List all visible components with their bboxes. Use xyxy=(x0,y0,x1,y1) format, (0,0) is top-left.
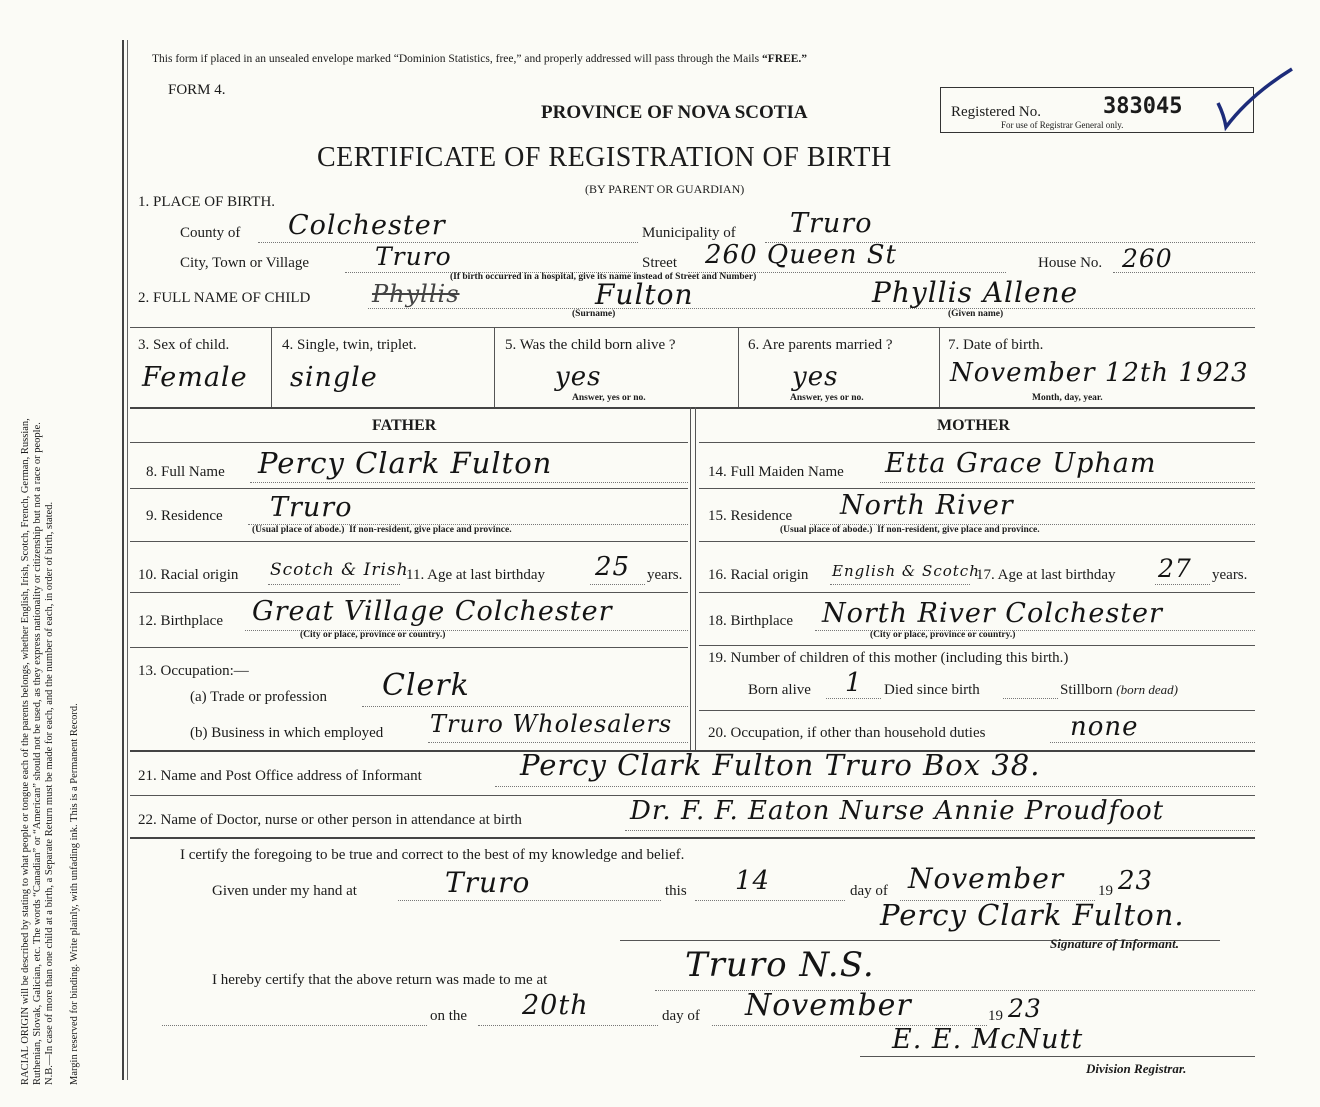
father-age-line xyxy=(590,584,645,585)
mother-name: Etta Grace Upham xyxy=(885,448,1157,479)
divider xyxy=(130,541,688,542)
checkmark-icon xyxy=(1210,65,1300,135)
mother-age: 27 xyxy=(1158,554,1192,583)
plurality-label: 4. Single, twin, triplet. xyxy=(282,337,417,353)
binding-margin-line xyxy=(122,40,124,1080)
mother-residence-label: 15. Residence xyxy=(708,508,793,524)
mother-racial: English & Scotch xyxy=(832,562,980,580)
child-surname: Fulton xyxy=(595,278,694,311)
divider xyxy=(738,327,739,407)
died-line xyxy=(1003,698,1058,699)
day-line xyxy=(695,900,845,901)
house-label: House No. xyxy=(1038,255,1103,271)
registrar-year: 23 xyxy=(1008,994,1042,1023)
divider xyxy=(699,488,1255,489)
county-label: County of xyxy=(180,225,241,241)
child-name-line xyxy=(368,308,1255,309)
dob-label: 7. Date of birth. xyxy=(948,337,1044,353)
year-prefix: 19 xyxy=(1098,883,1113,899)
father-birthplace: Great Village Colchester xyxy=(252,596,613,627)
form-number: FORM 4. xyxy=(168,82,226,98)
child-name-label: 2. FULL NAME OF CHILD xyxy=(138,290,311,306)
father-racial-line xyxy=(268,584,400,585)
mother-birthplace-label: 18. Birthplace xyxy=(708,613,793,629)
divider xyxy=(130,837,1255,839)
surname-note: (Surname) xyxy=(572,309,616,319)
father-racial-label: 10. Racial origin xyxy=(138,567,239,583)
attendant-label: 22. Name of Doctor, nurse or other person in attendance at birth xyxy=(138,812,522,828)
house-value: 260 xyxy=(1122,244,1173,273)
mother-occupation-line xyxy=(1050,742,1255,743)
mother-age-label: 17. Age at last birthday xyxy=(976,567,1116,583)
divider xyxy=(130,488,688,489)
father-birthplace-note: (City or place, province or country.) xyxy=(300,630,446,640)
father-age-label: 11. Age at last birthday xyxy=(406,567,545,583)
attendant-line xyxy=(625,830,1255,831)
county-value: Colchester xyxy=(288,210,446,241)
sex-label: 3. Sex of child. xyxy=(138,337,230,353)
dob-note: Month, day, year. xyxy=(1032,393,1103,403)
this-label: this xyxy=(665,883,687,899)
given-day: 14 xyxy=(735,866,771,896)
divider xyxy=(130,327,1255,328)
business-value: Truro Wholesalers xyxy=(430,710,673,738)
father-name-label: 8. Full Name xyxy=(146,464,225,480)
registrar-signature: E. E. McNutt xyxy=(892,1024,1084,1055)
mother-name-line xyxy=(880,482,1255,483)
registrar-day: 20th xyxy=(522,990,589,1021)
given-name-note: (Given name) xyxy=(948,309,1004,319)
registrar-day-of: day of xyxy=(662,1008,700,1024)
divider xyxy=(271,327,272,407)
registered-label: Registered No. xyxy=(951,104,1041,120)
certify-statement: I certify the foregoing to be true and correct to the best of my knowledge and belief. xyxy=(180,847,685,863)
father-residence-label: 9. Residence xyxy=(146,508,223,524)
dob-value: November 12th 1923 xyxy=(950,358,1249,388)
margin-notes xyxy=(20,35,81,1085)
children-label: 19. Number of children of this mother (including this birth.) xyxy=(708,650,1069,666)
alive-note: Answer, yes or no. xyxy=(572,393,646,403)
signature-label: Signature of Informant. xyxy=(1050,936,1179,951)
given-month: November xyxy=(908,862,1065,895)
mother-residence-note: (Usual place of abode.) If non-resident, give place and province. xyxy=(780,525,1040,535)
day-of-label: day of xyxy=(850,883,888,899)
informant-label: 21. Name and Post Office address of Informant xyxy=(138,768,422,784)
margin-note-racial-2: Ruthenian, Slovak, Galician, etc. The words “Canadian” or “American” should not be used, as they express nationality or citizenship but not a race or people. xyxy=(32,422,44,1085)
alive-label: 5. Was the child born alive ? xyxy=(505,337,676,353)
municipality-label: Municipality of xyxy=(642,225,736,241)
mother-racial-label: 16. Racial origin xyxy=(708,567,809,583)
mother-years: years. xyxy=(1212,567,1248,583)
mother-occupation: none xyxy=(1070,712,1139,742)
child-given-name: Phyllis Allene xyxy=(872,276,1079,309)
street-label: Street xyxy=(642,255,677,271)
registrar-signature-line xyxy=(860,1056,1255,1057)
father-years: years. xyxy=(647,567,683,583)
struck-name: Phyllis xyxy=(372,280,460,308)
page-subtitle: (BY PARENT OR GUARDIAN) xyxy=(585,182,745,196)
father-name-line xyxy=(250,482,688,483)
municipality-value: Truro xyxy=(790,208,873,239)
divider xyxy=(130,592,688,593)
binding-margin-line-inner xyxy=(127,40,128,1080)
postal-notice: This form if placed in an unsealed envelope marked “Dominion Statistics, free,” and properly addressed will pass through the Mails “FREE.” xyxy=(152,53,808,65)
informant-signature: Percy Clark Fulton. xyxy=(880,898,1185,932)
divider xyxy=(939,327,940,407)
father-residence: Truro xyxy=(270,492,353,523)
father-heading: FATHER xyxy=(372,417,437,434)
born-alive-line xyxy=(826,698,881,699)
born-alive-value: 1 xyxy=(845,668,863,698)
trade-label: (a) Trade or profession xyxy=(190,689,328,705)
registrar-place: Truro N.S. xyxy=(685,945,875,985)
business-line xyxy=(428,742,688,743)
married-label: 6. Are parents married ? xyxy=(748,337,893,353)
mother-residence: North River xyxy=(840,490,1014,521)
divider xyxy=(699,710,1255,711)
on-the-label: on the xyxy=(430,1008,468,1024)
trade-value: Clerk xyxy=(382,668,470,703)
divider xyxy=(494,327,495,407)
registrar-month: November xyxy=(745,988,912,1023)
divider xyxy=(699,645,1255,646)
registrar-note: For use of Registrar General only. xyxy=(1001,120,1124,130)
attendant-value: Dr. F. F. Eaton Nurse Annie Proudfoot xyxy=(630,796,1165,826)
divider xyxy=(130,407,1255,409)
margin-note-nb: N.B.—In case of more than one child at a birth, a Separate Return must be made for each, and the number of each, in order of birth, stated. xyxy=(44,501,56,1085)
mother-racial-line xyxy=(830,584,970,585)
informant-line xyxy=(495,786,1255,787)
mother-age-line xyxy=(1155,584,1210,585)
margin-note-racial-1: RACIAL ORIGIN will be described by stating to what people or tongue each of the parents belongs, whether English, Irish, Scotch, French, German, Russian, xyxy=(20,418,31,1085)
province-heading: PROVINCE OF NOVA SCOTIA xyxy=(541,102,808,123)
city-value: Truro xyxy=(375,242,452,271)
hospital-note: (If birth occurred in a hospital, give its name instead of Street and Number) xyxy=(450,272,757,282)
divider xyxy=(130,442,688,443)
given-place: Truro xyxy=(445,866,531,899)
father-residence-note: (Usual place of abode.) If non-resident, give place and province. xyxy=(252,525,512,535)
city-label: City, Town or Village xyxy=(180,255,310,271)
registered-number-box xyxy=(940,87,1254,133)
born-alive-label: Born alive xyxy=(748,682,811,698)
mother-birthplace: North River Colchester xyxy=(822,598,1163,629)
mother-name-label: 14. Full Maiden Name xyxy=(708,464,844,480)
mother-heading: MOTHER xyxy=(937,417,1010,434)
stillborn-label: Stillborn (born dead) xyxy=(1060,682,1179,698)
place-of-birth-label: 1. PLACE OF BIRTH. xyxy=(138,194,276,210)
divider xyxy=(130,647,688,648)
married-value: yes xyxy=(792,362,839,392)
mother-occupation-label: 20. Occupation, if other than household duties xyxy=(708,725,986,741)
father-birthplace-label: 12. Birthplace xyxy=(138,613,223,629)
divider xyxy=(699,541,1255,542)
occupation-label: 13. Occupation:— xyxy=(138,663,249,679)
street-value: 260 Queen St xyxy=(705,240,897,270)
father-name: Percy Clark Fulton xyxy=(258,446,553,480)
father-age: 25 xyxy=(595,552,631,582)
died-label: Died since birth xyxy=(884,682,980,698)
married-note: Answer, yes or no. xyxy=(790,393,864,403)
father-racial: Scotch & Irish xyxy=(270,560,409,580)
registrar-blank-line xyxy=(162,1025,427,1026)
given-year: 23 xyxy=(1118,866,1154,896)
trade-line xyxy=(362,706,688,707)
registrar-day-line xyxy=(478,1025,658,1026)
given-place-line xyxy=(398,900,661,901)
registrar-statement: I hereby certify that the above return was made to me at xyxy=(212,972,548,988)
registrar-year-prefix: 19 xyxy=(988,1008,1003,1024)
father-mother-divider xyxy=(690,407,691,752)
alive-value: yes xyxy=(555,362,602,392)
mother-birthplace-note: (City or place, province or country.) xyxy=(870,630,1016,640)
registrar-signature-label: Division Registrar. xyxy=(1086,1061,1187,1076)
business-label: (b) Business in which employed xyxy=(190,725,384,741)
given-label: Given under my hand at xyxy=(212,883,357,899)
divider xyxy=(699,442,1255,443)
father-mother-divider-inner xyxy=(695,407,696,752)
plurality-value: single xyxy=(290,362,378,393)
divider xyxy=(699,592,1255,593)
registered-number: 383045 xyxy=(1103,94,1183,119)
margin-note-binding: Margin reserved for binding. Write plainly, with unfading ink. This is a Permanent Record. xyxy=(68,703,80,1085)
page-title: CERTIFICATE OF REGISTRATION OF BIRTH xyxy=(317,142,892,173)
informant-value: Percy Clark Fulton Truro Box 38. xyxy=(520,748,1041,782)
sex-value: Female xyxy=(142,362,248,393)
